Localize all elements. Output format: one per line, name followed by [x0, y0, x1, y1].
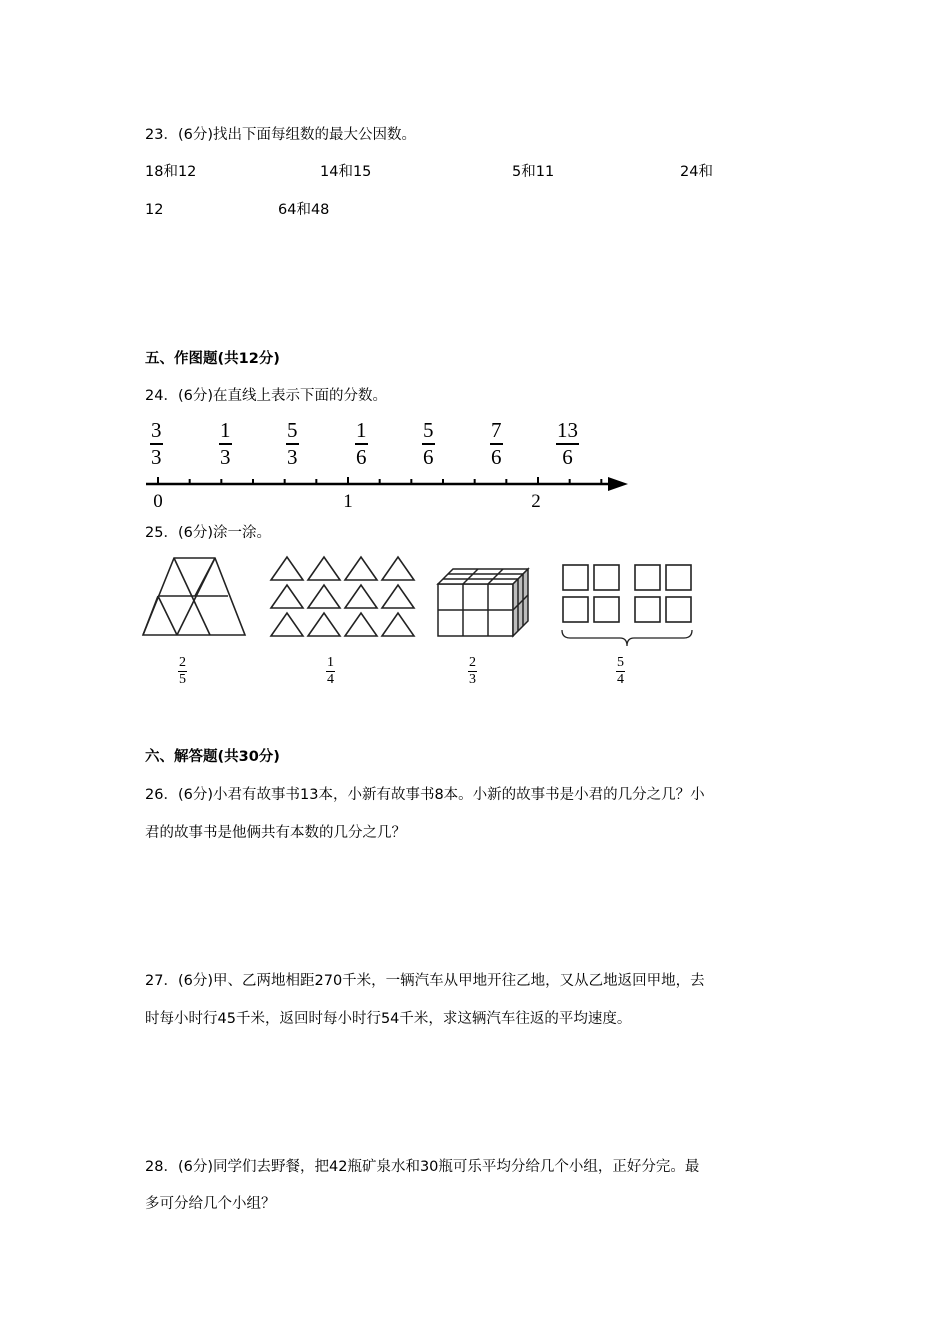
q23-pair-2: 14和15	[320, 164, 372, 180]
number-line-label-0: 0	[153, 491, 163, 512]
figure-triangle-grid	[268, 555, 416, 640]
triangle-shape	[345, 557, 377, 580]
number-line	[0, 0, 950, 520]
denominator: 3	[287, 444, 298, 469]
numerator: 1	[327, 655, 334, 670]
q27-line-2: 时每小时行45千米，返回时每小时行54千米，求这辆汽车往返的平均速度。	[145, 1011, 632, 1027]
denominator: 3	[220, 444, 231, 469]
q28-line-1: 28．(6分)同学们去野餐，把42瓶矿泉水和30瓶可乐平均分给几个小组，正好分完。最	[145, 1159, 700, 1175]
q26-line-2: 君的故事书是他俩共有本数的几分之几？	[145, 825, 406, 841]
figure-cube-stack	[435, 562, 540, 640]
q23-pair-1: 18和12	[145, 164, 197, 180]
q25-fraction-2	[326, 656, 335, 687]
q25-fraction-1	[178, 656, 187, 687]
number-line-label-1: 1	[343, 491, 353, 512]
number-line-arrow	[608, 477, 628, 491]
q23-pair-4b: 12	[145, 202, 164, 218]
numerator: 5	[617, 655, 624, 670]
q23-pair-4a: 24和	[680, 164, 713, 180]
triangle-shape	[308, 613, 340, 636]
numerator: 13	[557, 418, 578, 442]
number-line-label-2: 2	[531, 491, 541, 512]
triangle-shape	[308, 585, 340, 608]
q25-fraction-4	[616, 656, 625, 687]
triangle-shape	[382, 585, 414, 608]
denominator: 6	[356, 444, 367, 469]
denominator: 3	[469, 672, 476, 687]
triangle-shape	[308, 557, 340, 580]
q23-title: 23．(6分)找出下面每组数的最大公因数。	[145, 127, 416, 143]
q23-pair-3: 5和11	[512, 164, 555, 180]
q25-fraction-3	[468, 656, 477, 687]
numerator: 1	[220, 418, 231, 442]
q25-title: 25．(6分)涂一涂。	[145, 525, 271, 541]
numerator: 5	[287, 418, 298, 442]
figure-square-grid	[558, 560, 698, 655]
triangle-shape	[345, 613, 377, 636]
denominator: 6	[423, 444, 434, 469]
q23-pair-5: 64和48	[278, 202, 330, 218]
figure-parallelogram-triangles	[140, 555, 250, 640]
numerator: 1	[356, 418, 367, 442]
numerator: 7	[491, 418, 502, 442]
section5-title: 五、作图题(共12分)	[145, 351, 280, 367]
triangle-shape	[271, 557, 303, 580]
triangle-shape	[271, 585, 303, 608]
numerator: 5	[423, 418, 434, 442]
numerator: 2	[179, 655, 186, 670]
denominator: 6	[562, 444, 573, 469]
denominator: 4	[617, 672, 624, 687]
denominator: 4	[327, 672, 334, 687]
triangle-shape	[271, 613, 303, 636]
q26-line-1: 26．(6分)小君有故事书13本，小新有故事书8本。小新的故事书是小君的几分之几？小	[145, 787, 705, 803]
numerator: 3	[151, 418, 162, 442]
q28-line-2: 多可分给几个小组？	[145, 1196, 276, 1212]
q27-line-1: 27．(6分)甲、乙两地相距270千米，一辆汽车从甲地开往乙地，又从乙地返回甲地，去	[145, 973, 705, 989]
denominator: 3	[151, 444, 162, 469]
q24-title: 24．(6分)在直线上表示下面的分数。	[145, 388, 387, 404]
denominator: 6	[491, 444, 502, 469]
triangle-shape	[382, 613, 414, 636]
denominator: 5	[179, 672, 186, 687]
section6-title: 六、解答题(共30分)	[145, 749, 280, 765]
triangle-shape	[345, 585, 377, 608]
numerator: 2	[469, 655, 476, 670]
triangle-shape	[382, 557, 414, 580]
